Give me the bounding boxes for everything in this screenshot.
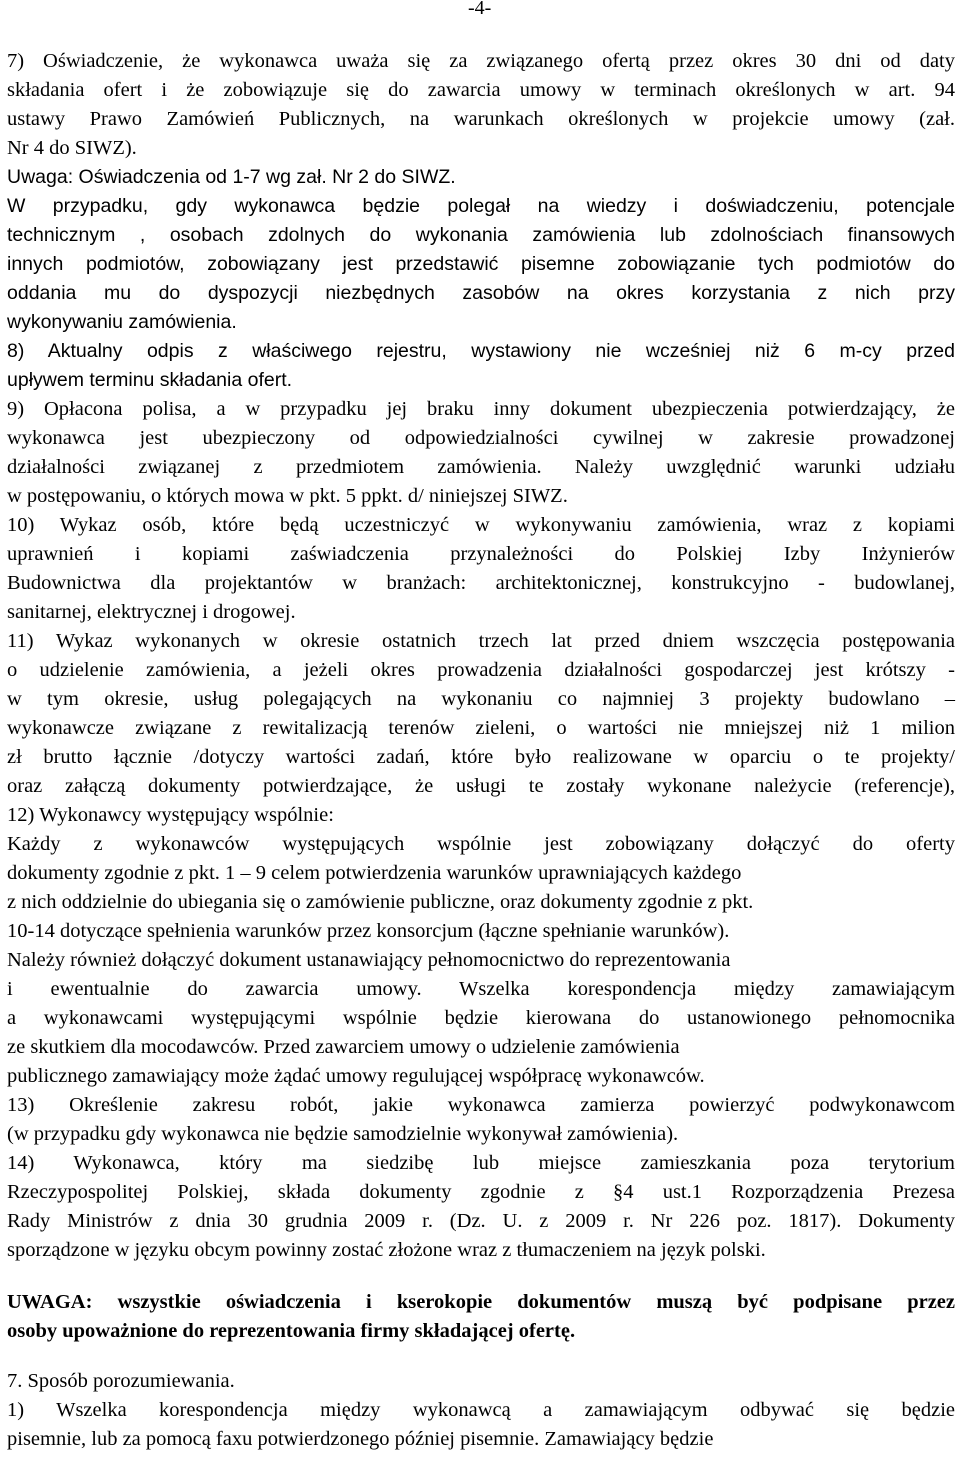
text-line: 12) Wykonawcy występujący wspólnie: [7, 804, 334, 826]
warning-line: UWAGA: wszystkie oświadczenia i kserokopie dokumentów muszą być podpisane przez [7, 1291, 955, 1313]
text-line: dokumenty zgodnie z pkt. 1 – 9 celem potwierdzenia warunków uprawniających każdego [7, 862, 742, 884]
text-line: 14) Wykonawca, który ma siedzibę lub miejsce zamieszkania poza terytorium [7, 1152, 955, 1174]
text-line: składania ofert i że zobowiązuje się do zawarcia umowy w terminach określonych w art. 94 [7, 79, 955, 101]
text-line: W przypadku, gdy wykonawca będzie polegał na wiedzy i doświadczeniu, potencjale [7, 195, 955, 217]
text-line: Rady Ministrów z dnia 30 grudnia 2009 r. (Dz. U. z 2009 r. Nr 226 poz. 1817). Dokumenty [7, 1210, 955, 1232]
text-line: 11) Wykaz wykonanych w okresie ostatnich trzech lat przed dniem wszczęcia postępowania [7, 630, 955, 652]
text-line: wykonawca jest ubezpieczony od odpowiedzialności cywilnej w zakresie prowadzonej [7, 427, 955, 449]
document-body [7, 47, 955, 1454]
text-line: Uwaga: Oświadczenia od 1-7 wg zał. Nr 2 do SIWZ. [7, 166, 456, 188]
spacer [7, 1265, 955, 1288]
text-line: 13) Określenie zakresu robót, jakie wykonawca zamierza powierzyć podwykonawcom [7, 1094, 955, 1116]
spacer [7, 1346, 955, 1367]
text-line: zł brutto łącznie /dotyczy wartości zadań, które było realizowane w oparciu o te projekty/ [7, 746, 955, 768]
text-line: działalności związanej z przedmiotem zamówienia. Należy uwzględnić warunki udziału [7, 456, 955, 478]
text-line: oraz załączą dokumenty potwierdzające, że usługi te zostały wykonane należycie (referencje), [7, 775, 955, 797]
text-line: pisemnie, lub za pomocą faxu potwierdzonego później pisemnie. Zamawiający będzie [7, 1428, 714, 1450]
text-line: 10) Wykaz osób, które będą uczestniczyć w wykonywaniu zamówienia, wraz z kopiami [7, 514, 955, 536]
text-line: sanitarnej, elektrycznej i drogowej. [7, 601, 296, 623]
text-line: Nr 4 do SIWZ). [7, 137, 137, 159]
text-line: Budownictwa dla projektantów w branżach: architektonicznej, konstrukcyjno - budowlanej, [7, 572, 955, 594]
text-line: 7) Oświadczenie, że wykonawca uważa się za związanego ofertą przez okres 30 dni od daty [7, 50, 955, 72]
text-line: Rzeczypospolitej Polskiej, składa dokumenty zgodnie z §4 ust.1 Rozporządzenia Prezesa [7, 1181, 955, 1203]
text-line: z nich oddzielnie do ubiegania się o zamówienie publiczne, oraz dokumenty zgodnie z pkt. [7, 891, 754, 913]
text-line: uprawnień i kopiami zaświadczenia przynależności do Polskiej Izby Inżynierów [7, 543, 955, 565]
text-line: ze skutkiem dla mocodawców. Przed zawarciem umowy o udzielenie zamówienia [7, 1036, 680, 1058]
section-heading: 7. Sposób porozumiewania. [7, 1370, 235, 1392]
text-line: innych podmiotów, zobowiązany jest przedstawić pisemne zobowiązanie tych podmiotów do [7, 253, 955, 275]
warning-line: osoby upoważnione do reprezentowania firmy składającej ofertę. [7, 1320, 576, 1342]
text-line: oddania mu do dyspozycji niezbędnych zasobów na okres korzystania z nich przy [7, 282, 955, 304]
text-line: sporządzone w języku obcym powinny zostać złożone wraz z tłumaczeniem na język polski. [7, 1239, 766, 1261]
text-line: 10-14 dotyczące spełnienia warunków przez konsorcjum (łączne spełnianie warunków). [7, 920, 730, 942]
text-line: w tym okresie, usług polegających na wykonaniu co najmniej 3 projekty budowlano – [7, 688, 955, 710]
text-line: Każdy z wykonawców występujących wspólnie jest zobowiązany dołączyć do oferty [7, 833, 955, 855]
text-line: 9) Opłacona polisa, a w przypadku jej braku inny dokument ubezpieczenia potwierdzający, że [7, 398, 955, 420]
text-line: 8) Aktualny odpis z właściwego rejestru, wystawiony nie wcześniej niż 6 m-cy przed [7, 340, 955, 362]
text-line: ustawy Prawo Zamówień Publicznych, na warunkach określonych w projekcie umowy (zał. [7, 108, 955, 130]
text-line: o udzielenie zamówienia, a jeżeli okres prowadzenia działalności gospodarczej jest krótszy - [7, 659, 955, 681]
text-line: upływem terminu składania ofert. [7, 369, 293, 391]
text-line: Należy również dołączyć dokument ustanawiający pełnomocnictwo do reprezentowania [7, 949, 731, 971]
page-number: -4- [468, 0, 492, 19]
text-line: a wykonawcami występującymi wspólnie będzie kierowana do ustanowionego pełnomocnika [7, 1007, 955, 1029]
text-line: w postępowaniu, o których mowa w pkt. 5 ppkt. d/ niniejszej SIWZ. [7, 485, 568, 507]
text-line: technicznym , osobach zdolnych do wykonania zamówienia lub zdolnościach finansowych [7, 224, 955, 246]
text-line: (w przypadku gdy wykonawca nie będzie samodzielnie wykonywał zamówienia). [7, 1123, 679, 1145]
text-line: 1) Wszelka korespondencja między wykonawcą a zamawiającym odbywać się będzie [7, 1399, 955, 1421]
text-line: publicznego zamawiający może żądać umowy regulującej współpracę wykonawców. [7, 1065, 705, 1087]
text-line: wykonywaniu zamówienia. [7, 311, 237, 333]
text-line: i ewentualnie do zawarcia umowy. Wszelka korespondencja między zamawiającym [7, 978, 955, 1000]
text-line: wykonawcze związane z rewitalizacją terenów zieleni, o wartości nie mniejszej niż 1 milion [7, 717, 955, 739]
